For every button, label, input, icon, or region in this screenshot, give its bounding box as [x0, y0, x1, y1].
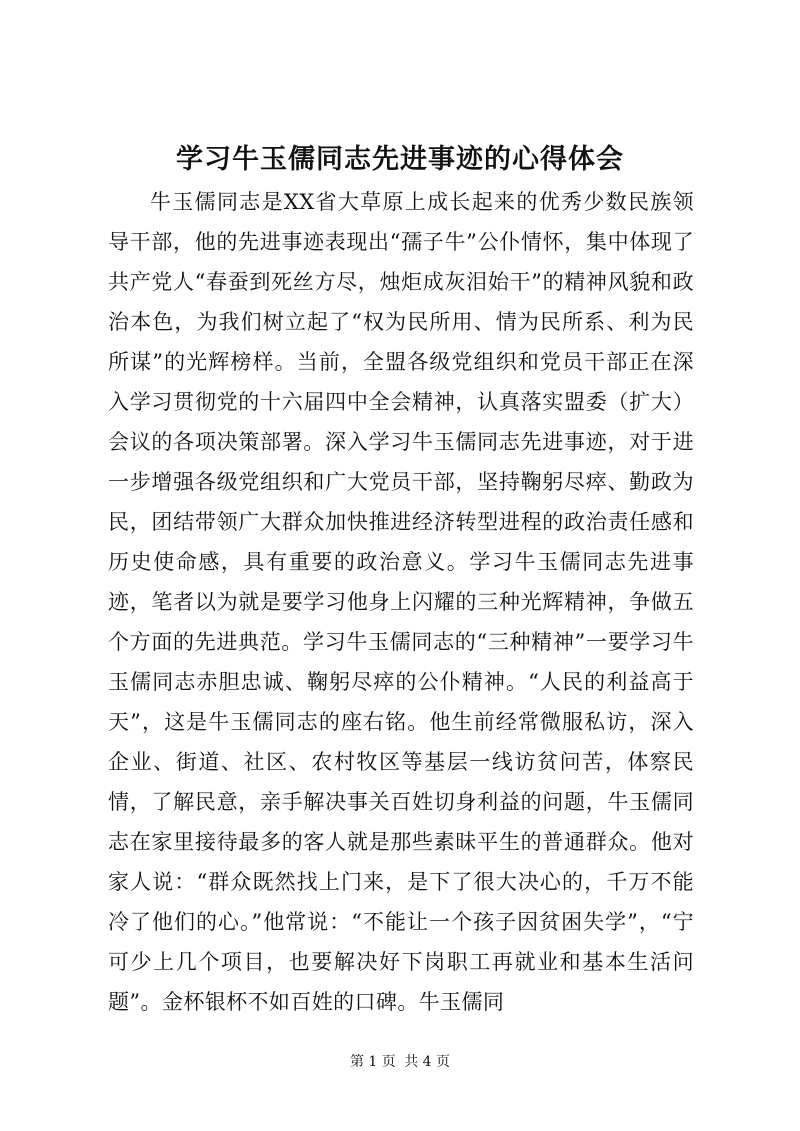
body-paragraph: 牛玉儒同志是XX省大草原上成长起来的优秀少数民族领导干部，他的先进事迹表现出“孺子牛”公仆情怀，集中体现了共产党人“春蚕到死丝方尽，烛炬成灰泪始干”的精神风貌和政治本色，为我们树立起了“权为民所用、情为民所系、利为民所谋”的光辉榜样。当前，全盟各级党组织和党员干部正在深入学习贯彻党的十六届四中全会精神，认真落实盟委（扩大）会议的各项决策部署。深入学习牛玉儒同志先进事迹，对于进一步增强各级党组织和广大党员干部，坚持鞠躬尽瘁、勤政为民，团结带领广大群众加快推进经济转型进程的政治责任感和历史使命感，具有重要的政治意义。学习牛玉儒同志先进事迹，笔者以为就是要学习他身上闪耀的三种光辉精神，争做五个方面的先进典范。学习牛玉儒同志的“三种精神”一要学习牛玉儒同志赤胆忠诚、鞠躬尽瘁的公仆精神。“人民的利益高于天”，这是牛玉儒同志的座右铭。他生前经常微服私访，深入企业、街道、社区、农村牧区等基层一线访贫问苦，体察民情，了解民意，亲手解决事关百姓切身利益的问题，牛玉儒同志在家里接待最多的客人就是那些素昧平生的普通群众。他对家人说：“群众既然找上门来，是下了很大决心的，千万不能冷了他们的心。”他常说：“不能让一个孩子因贫困失学”，“宁可少上几个项目，也要解决好下岗职工再就业和基本生活问题”。金杯银杯不如百姓的口碑。牛玉儒同 [108, 190, 694, 1014]
document-title: 学习牛玉儒同志先进事迹的心得体会 [176, 144, 624, 175]
page-number: 第 1 页 [349, 1054, 396, 1070]
page-footer [0, 1052, 800, 1072]
page-total: 共 4 页 [404, 1054, 451, 1070]
